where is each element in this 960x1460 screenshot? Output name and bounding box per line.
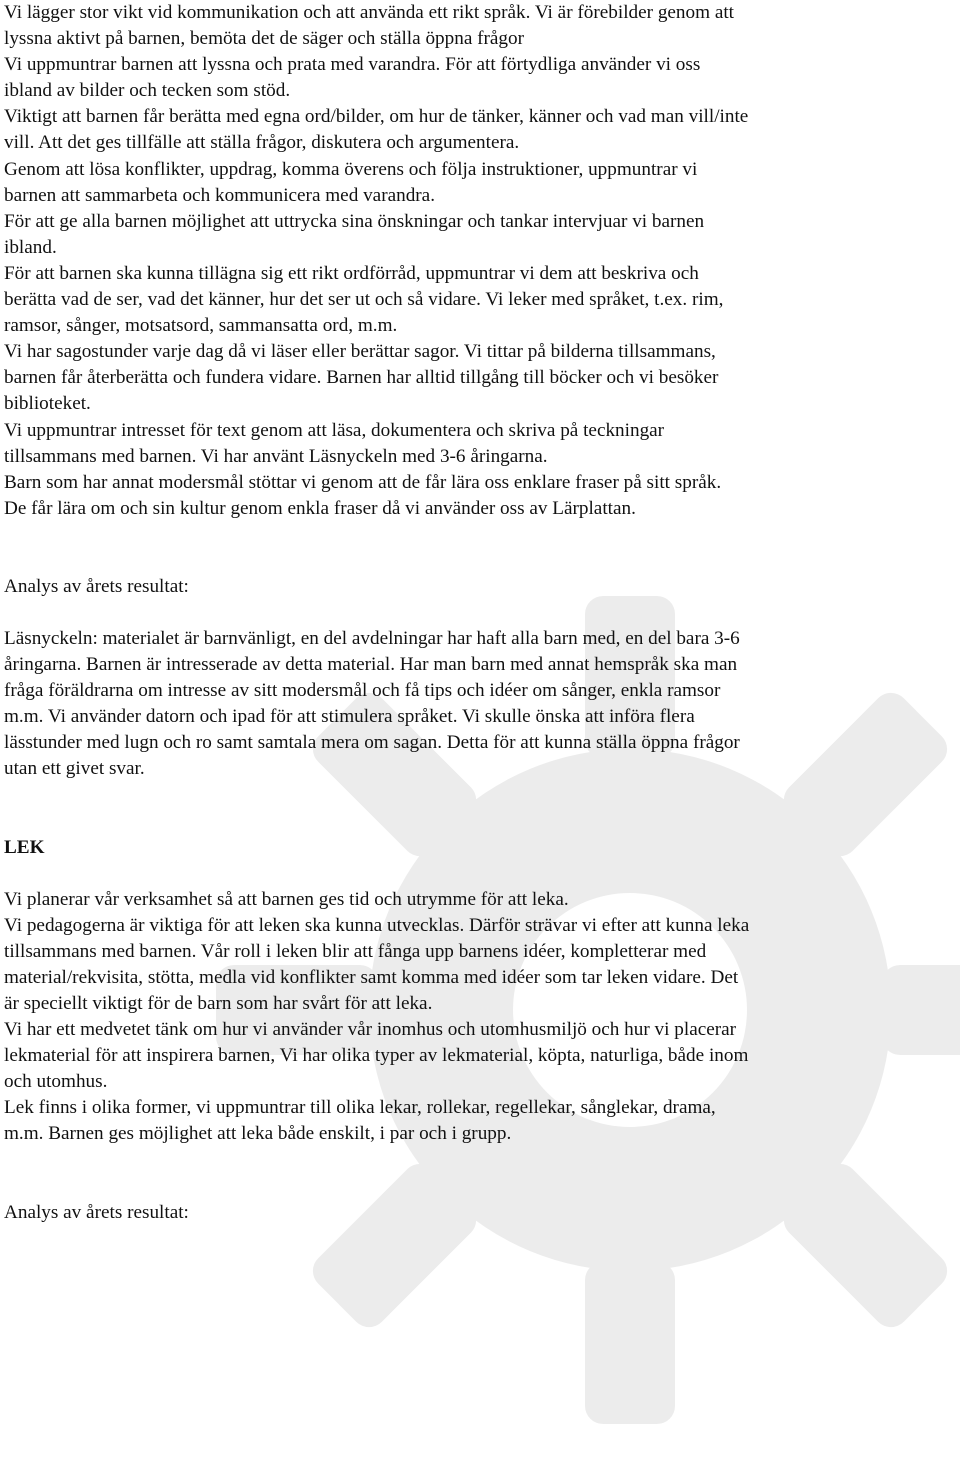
communication-section [4, 0, 956, 522]
text-line: De får lära om och sin kultur genom enkla fraser då vi använder oss av Lärplattan. [4, 497, 636, 519]
text-line: biblioteket. [4, 393, 91, 415]
text-line: ramsor, sånger, motsatsord, sammansatta ord, m.m. [4, 315, 398, 337]
spacer [4, 600, 956, 626]
text-line: tillsammans med barnen. Vi har använt Läsnyckeln med 3-6 åringarna. [4, 445, 548, 467]
text-line: berätta vad de ser, vad det känner, hur det ser ut och så vidare. Vi leker med språket, t.ex. rim, [4, 289, 724, 311]
text-line: Vi har sagostunder varje dag då vi läser eller berättar sagor. Vi tittar på bilderna tillsammans, [4, 341, 716, 363]
analysis-heading-2: Analys av årets resultat: [4, 1201, 189, 1223]
spacer [4, 1148, 956, 1200]
text-line: Vi uppmuntrar intresset för text genom att läsa, dokumentera och skriva på teckningar [4, 419, 665, 441]
text-line: Lek finns i olika former, vi uppmuntrar till olika lekar, rollekar, regellekar, sånglekar, drama, [4, 1097, 716, 1119]
spacer [4, 861, 956, 887]
text-line: Vi planerar vår verksamhet så att barnen ges tid och utrymme för att leka. [4, 888, 569, 910]
lek-section [4, 887, 956, 1148]
text-line: Läsnyckeln: materialet är barnvänligt, en del avdelningar har haft alla barn med, en del bara 3-6 [4, 627, 740, 649]
text-line: Vi pedagogerna är viktiga för att leken ska kunna utvecklas. Därför strävar vi efter att kunna leka [4, 914, 750, 936]
text-line: Vi har ett medvetet tänk om hur vi använder vår inomhus och utomhusmiljö och hur vi placerar [4, 1019, 737, 1041]
text-line: För att ge alla barnen möjlighet att uttrycka sina önskningar och tankar intervjuar vi barnen [4, 210, 705, 232]
text-line: vill. Att det ges tillfälle att ställa frågor, diskutera och argumentera. [4, 132, 520, 154]
text-line: utan ett givet svar. [4, 758, 145, 780]
text-line: Genom att lösa konflikter, uppdrag, komma överens och följa instruktioner, uppmuntrar vi [4, 158, 698, 180]
text-line: Viktigt att barnen får berätta med egna ord/bilder, om hur de tänker, känner och vad man vill/inte [4, 106, 749, 128]
lek-heading: LEK [4, 836, 45, 858]
text-line: lyssna aktivt på barnen, bemöta det de säger och ställa öppna frågor [4, 28, 525, 50]
text-line: lekmaterial för att inspirera barnen, Vi har olika typer av lekmaterial, köpta, naturliga, både inom [4, 1045, 749, 1067]
text-line: fråga föräldrarna om intresse av sitt modersmål och få tips och idéer om sånger, enkla ramsor [4, 680, 721, 702]
text-line: lässtunder med lugn och ro samt samtala mera om sagan. Detta för att kunna ställa öppna frågor [4, 732, 740, 754]
text-line: Barn som har annat modersmål stöttar vi genom att de får lära oss enklare fraser på sitt språk. [4, 471, 722, 493]
text-line: Vi uppmuntrar barnen att lyssna och prata med varandra. För att förtydliga använder vi oss [4, 54, 701, 76]
text-line: barnen att sammarbeta och kommunicera med varandra. [4, 184, 435, 206]
spacer [4, 522, 956, 574]
analysis-heading: Analys av årets resultat: [4, 575, 189, 597]
analysis-section [4, 626, 956, 783]
text-line: material/rekvisita, stötta, medla vid konflikter samt komma med idéer som tar leken vidare. Det [4, 966, 739, 988]
text-line: åringarna. Barnen är intresserade av detta material. Har man barn med annat hemspråk ska man [4, 654, 738, 676]
text-line: ibland. [4, 236, 57, 258]
text-line: tillsammans med barnen. Vår roll i leken blir att fånga upp barnens idéer, kompletterar med [4, 940, 707, 962]
text-line: Vi lägger stor vikt vid kommunikation och att använda ett rikt språk. Vi är förebilder genom att [4, 2, 735, 23]
text-line: ibland av bilder och tecken som stöd. [4, 80, 291, 102]
text-line: och utomhus. [4, 1071, 108, 1093]
text-line: m.m. Vi använder datorn och ipad för att stimulera språket. Vi skulle önska att införa flera [4, 706, 695, 728]
text-line: är speciellt viktigt för de barn som har svårt för att leka. [4, 993, 433, 1014]
text-line: m.m. Barnen ges möjlighet att leka både enskilt, i par och i grupp. [4, 1123, 512, 1145]
spacer [4, 783, 956, 835]
text-line: För att barnen ska kunna tillägna sig ett rikt ordförråd, uppmuntrar vi dem att beskriva och [4, 262, 699, 284]
text-line: barnen får återberätta och fundera vidare. Barnen har alltid tillgång till böcker och vi besöker [4, 367, 719, 389]
